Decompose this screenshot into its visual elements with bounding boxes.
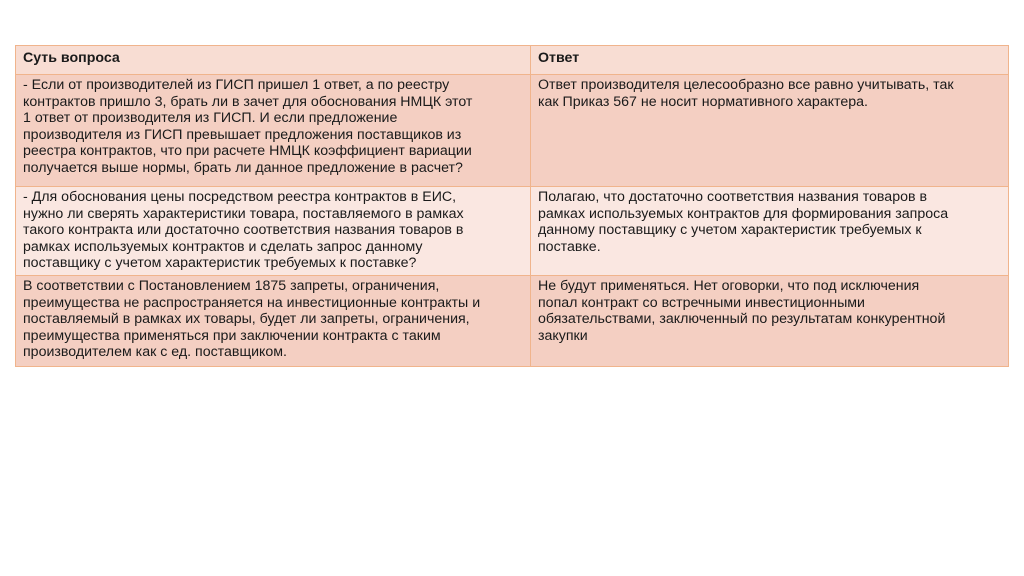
answer-cell: Ответ производителя целесообразно все равно учитывать, так как Приказ 567 не носит нормативного характера.: [531, 75, 1009, 187]
table-header-row: [16, 46, 1009, 75]
question-cell: - Если от производителей из ГИСП пришел 1 ответ, а по реестру контрактов пришло 3, брать ли в зачет для обоснования НМЦК этот 1 ответ от производителя из ГИСП. И если предложение производителя из ГИСП превышает предложения поставщиков из реестра контрактов, что при расчете НМЦК коэффициент вариации получается выше нормы, брать ли данное предложение в расчет?: [16, 75, 531, 187]
header-question: Суть вопроса: [16, 46, 531, 75]
answer-cell: Полагаю, что достаточно соответствия названия товаров в рамках используемых контрактов для формирования запроса данному поставщику с учетом характеристик требуемых к поставке.: [531, 187, 1009, 276]
table-row: [16, 187, 1009, 276]
table-row: [16, 75, 1009, 187]
answer-cell: Не будут применяться. Нет оговорки, что под исключения попал контракт со встречными инвестиционными обязательствами, заключенный по результатам конкурентной закупки: [531, 275, 1009, 366]
table-row: [16, 275, 1009, 366]
qa-table: [15, 45, 1009, 367]
question-cell: В соответствии с Постановлением 1875 запреты, ограничения, преимущества не распространяется на инвестиционные контракты и поставляемый в рамках их товары, будет ли запреты, ограничения, преимущества применяться при заключении контракта с таким производителем как с ед. поставщиком.: [16, 275, 531, 366]
question-cell: - Для обоснования цены посредством реестра контрактов в ЕИС, нужно ли сверять характеристики товара, поставляемого в рамках такого контракта или достаточно соответствия названия товаров в рамках используемых контрактов и сделать запрос данному поставщику с учетом характеристик требуемых к поставке?: [16, 187, 531, 276]
header-answer: Ответ: [531, 46, 1009, 75]
